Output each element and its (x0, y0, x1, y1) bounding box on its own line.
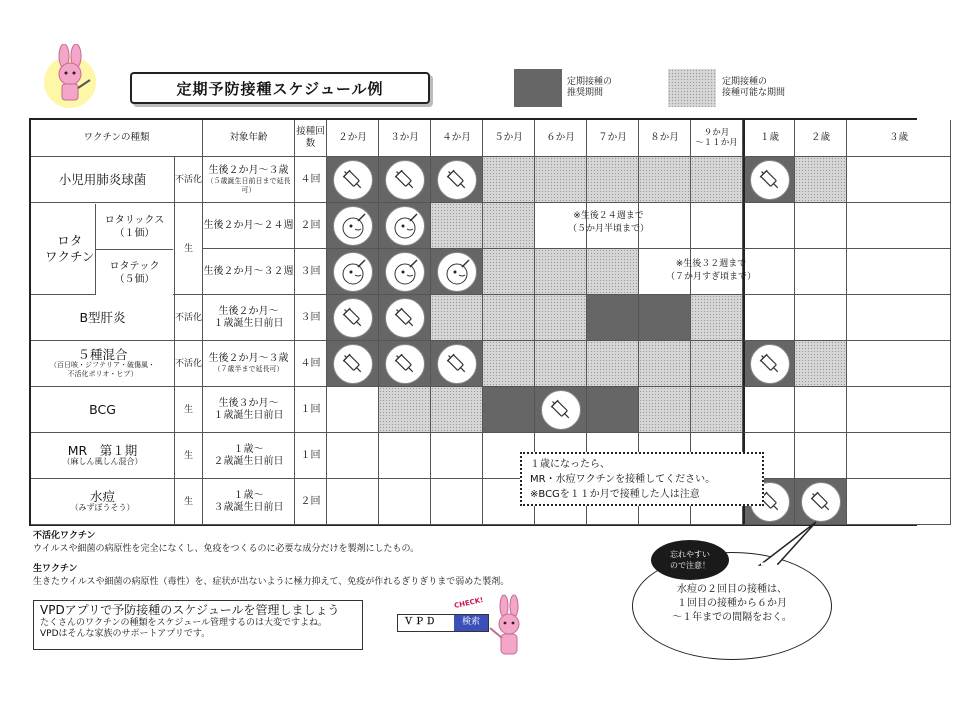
syringe-icon (437, 160, 477, 200)
syringe-icon (385, 344, 425, 384)
schedule-cell (639, 157, 691, 203)
vaccine-name: ロタリックス (104, 214, 165, 226)
schedule-cell (847, 203, 951, 249)
schedule-cell (847, 295, 951, 341)
mr-varicella-note: １歳になったら、 MR・水痘ワクチンを接種してください。 ※BCGを１１か月で接種した人は注意 (520, 452, 764, 506)
schedule-cell (639, 295, 691, 341)
schedule-cell (743, 203, 795, 249)
syringe-icon (333, 160, 373, 200)
schedule-cell (327, 203, 379, 249)
schedule-cell (327, 249, 379, 295)
legend-recommended-swatch (514, 69, 562, 107)
schedule-cell (483, 295, 535, 341)
vpd-headline: VPDアプリで予防接種のスケジュールを管理しましょう (40, 603, 340, 617)
schedule-cell (795, 295, 847, 341)
schedule-cell (587, 341, 639, 387)
schedule-cell (431, 479, 483, 525)
vaccine-subtitle: （５価） (114, 273, 155, 285)
oral-vaccine-icon (385, 206, 425, 246)
schedule-cell (795, 433, 847, 479)
dose-count: １回 (295, 433, 327, 479)
schedule-cell (587, 157, 639, 203)
schedule-cell (379, 249, 431, 295)
target-age: １歳～ ３歳誕生日前日 (203, 479, 295, 525)
header-month: ３か月 (379, 120, 431, 157)
schedule-cell (587, 249, 639, 295)
schedule-cell (535, 341, 587, 387)
legend-recommended-label: 定期接種の 推奨期間 (567, 77, 613, 98)
schedule-cell (795, 249, 847, 295)
schedule-cell (743, 157, 795, 203)
schedule-cell (795, 479, 847, 525)
schedule-cell (483, 387, 535, 433)
vpd-app-box (33, 600, 363, 650)
schedule-cell (483, 341, 535, 387)
vaccine-name: MR 第１期 (67, 443, 138, 458)
vaccine-type: 不活化 (175, 295, 203, 341)
vpd-search-bar[interactable] (397, 614, 489, 632)
schedule-cell (587, 295, 639, 341)
dose-count: ２回 (295, 203, 327, 249)
header-month: ８か月 (639, 120, 691, 157)
schedule-cell (431, 157, 483, 203)
inactivated-title (33, 530, 96, 542)
schedule-cell (379, 433, 431, 479)
target-age: 生後３か月～ １歳誕生日前日 (203, 387, 295, 433)
schedule-cell (379, 387, 431, 433)
oral-vaccine-icon (333, 252, 373, 292)
syringe-icon (750, 160, 790, 200)
oral-vaccine-icon (385, 252, 425, 292)
schedule-cell (535, 157, 587, 203)
schedule-cell (795, 157, 847, 203)
schedule-cell (431, 249, 483, 295)
oral-vaccine-icon (333, 206, 373, 246)
syringe-icon (437, 344, 477, 384)
schedule-cell (639, 387, 691, 433)
syringe-icon (801, 482, 841, 522)
vaccine-type: 生 (175, 433, 203, 479)
vaccine-name: BCG (31, 387, 175, 433)
schedule-cell (431, 433, 483, 479)
schedule-cell (847, 249, 951, 295)
header-month: ４か月 (431, 120, 483, 157)
target-age: 生後２か月～２４週 (203, 203, 295, 249)
vaccine-subtitle: （麻しん風しん混合） (62, 457, 143, 466)
dose-count: ３回 (295, 295, 327, 341)
balloon-tail (750, 520, 820, 570)
vaccine-type: 不活化 (175, 341, 203, 387)
target-age: １歳～ ２歳誕生日前日 (203, 433, 295, 479)
rotateq-name-cell (95, 250, 173, 295)
target-age: 生後２か月～ １歳誕生日前日 (203, 295, 295, 341)
schedule-cell (743, 295, 795, 341)
header-month: １歳 (743, 120, 795, 157)
schedule-cell (587, 387, 639, 433)
dose-count: １回 (295, 387, 327, 433)
dose-count: ３回 (295, 249, 327, 295)
vaccine-name: 小児用肺炎球菌 (31, 157, 175, 203)
schedule-cell (327, 295, 379, 341)
header-month: ３歳 (847, 120, 951, 157)
age-note: （５歳誕生日前日まで延長可） (206, 176, 291, 194)
vaccine-subtitle: （百日咳・ジフテリア・破傷風・ 不活化ポリオ・ヒブ） (50, 360, 155, 378)
vaccine-name: 水痘 (89, 489, 115, 504)
dose-count: ４回 (295, 157, 327, 203)
syringe-icon (541, 390, 581, 430)
header-month: ６か月 (535, 120, 587, 157)
schedule-cell (379, 295, 431, 341)
schedule-cell (743, 387, 795, 433)
age-text: 生後２か月～３歳 (208, 164, 289, 176)
schedule-cell (847, 479, 951, 525)
inactivated-text: ウイルスや細菌の病原性を完全になくし、免疫をつくるのに必要な成分だけを製剤にしたもの。 (33, 544, 420, 554)
dose-count: ４回 (295, 341, 327, 387)
vpd-description-1: たくさんのワクチンの種類をスケジュール管理するのは大変ですよね。 (40, 618, 328, 628)
schedule-cell (327, 479, 379, 525)
target-age (203, 341, 295, 387)
live-title (33, 563, 78, 575)
syringe-icon (385, 160, 425, 200)
rotarix-note: ※生後２４週まで （５か月半頃まで） (568, 211, 650, 234)
header-month: ２か月 (327, 120, 379, 157)
search-query-text: ＶＰＤ (404, 617, 438, 627)
target-age: 生後２か月～３２週 (203, 249, 295, 295)
schedule-cell (795, 387, 847, 433)
vaccine-name-cell (31, 479, 175, 525)
rotarix-name-cell (95, 204, 173, 250)
schedule-cell (847, 157, 951, 203)
live-title-text: 生ワクチン (33, 564, 78, 574)
header-age: 対象年齢 (203, 120, 295, 157)
rotateq-note: ※生後３２週まで （７か月すぎ頃まで） (666, 259, 757, 282)
syringe-icon (750, 344, 790, 384)
schedule-cell (431, 387, 483, 433)
vaccine-subtitle: （みずぼうそう） (70, 503, 135, 512)
schedule-cell (691, 295, 743, 341)
page-title: 定期予防接種スケジュール例 (130, 72, 430, 104)
schedule-table (29, 118, 917, 526)
schedule-cell (535, 387, 587, 433)
caution-balloon: 忘れやすい ので注意！ (651, 540, 729, 580)
vaccine-type: 生 (175, 203, 203, 295)
schedule-cell (327, 341, 379, 387)
schedule-cell (431, 203, 483, 249)
schedule-cell (847, 341, 951, 387)
live-text: 生きたウイルスや細菌の病原性（毒性）を、症状が出ないように極力抑えて、免疫が作れるぎりぎりまで弱めた製剤。 (33, 577, 510, 587)
header-doses: 接種回数 (295, 120, 327, 157)
header-vaccine: ワクチンの種類 (31, 120, 203, 157)
header-month: ９か月 ～１１か月 (691, 120, 743, 157)
schedule-cell (795, 341, 847, 387)
schedule-cell (639, 341, 691, 387)
age-text: 生後２か月～３歳 (208, 353, 289, 364)
check-label: CHECK! (453, 596, 485, 610)
schedule-cell (535, 249, 587, 295)
schedule-cell (847, 387, 951, 433)
vaccine-type: 不活化 (175, 157, 203, 203)
schedule-cell (327, 433, 379, 479)
schedule-cell (483, 249, 535, 295)
schedule-cell (379, 203, 431, 249)
schedule-cell (379, 341, 431, 387)
legend-possible-swatch (668, 69, 716, 107)
vaccine-name-cell (31, 341, 175, 387)
schedule-cell (483, 203, 535, 249)
schedule-cell (483, 157, 535, 203)
syringe-icon (333, 298, 373, 338)
schedule-cell (431, 341, 483, 387)
schedule-cell (379, 157, 431, 203)
header-month: ５か月 (483, 120, 535, 157)
vaccine-name: ５種混合 (77, 346, 128, 362)
schedule-cell (847, 433, 951, 479)
schedule-cell (327, 157, 379, 203)
schedule-cell (795, 203, 847, 249)
syringe-icon (385, 298, 425, 338)
schedule-cell (431, 295, 483, 341)
schedule-cell (691, 341, 743, 387)
schedule-cell (379, 479, 431, 525)
schedule-cell (691, 387, 743, 433)
schedule-cell (691, 157, 743, 203)
bunny-pointing-mascot (486, 594, 532, 660)
dose-count: ２回 (295, 479, 327, 525)
age-note: （７歳半まで延長可） (213, 365, 284, 373)
header-month: ２歳 (795, 120, 847, 157)
vaccine-type: 生 (175, 387, 203, 433)
schedule-cell (535, 295, 587, 341)
schedule-cell (691, 203, 743, 249)
oral-vaccine-icon (437, 252, 477, 292)
schedule-cell (743, 341, 795, 387)
header-month: ７か月 (587, 120, 639, 157)
inactivated-title-text: 不活化ワクチン (33, 531, 96, 541)
bunny-nurse-mascot (40, 44, 102, 114)
target-age (203, 157, 295, 203)
vaccine-type: 生 (175, 479, 203, 525)
schedule-cell (327, 387, 379, 433)
syringe-icon (333, 344, 373, 384)
legend-possible-label: 定期接種の 接種可能な期間 (722, 77, 786, 98)
search-button[interactable]: 検索 (454, 615, 488, 631)
vaccine-name: ロタテック (109, 260, 160, 272)
vpd-description-2: VPDはそんな家族のサポートアプリです。 (40, 629, 211, 639)
vaccine-name: B型肝炎 (31, 295, 175, 341)
vaccine-subtitle: （１価） (114, 227, 155, 239)
rota-group-label: ロタ ワクチン (31, 203, 175, 295)
varicella-interval-balloon: 水痘の２回目の接種は、 １回目の接種から６か月 ～１年までの間隔をおく。 (632, 552, 832, 660)
vaccine-name-cell (31, 433, 175, 479)
